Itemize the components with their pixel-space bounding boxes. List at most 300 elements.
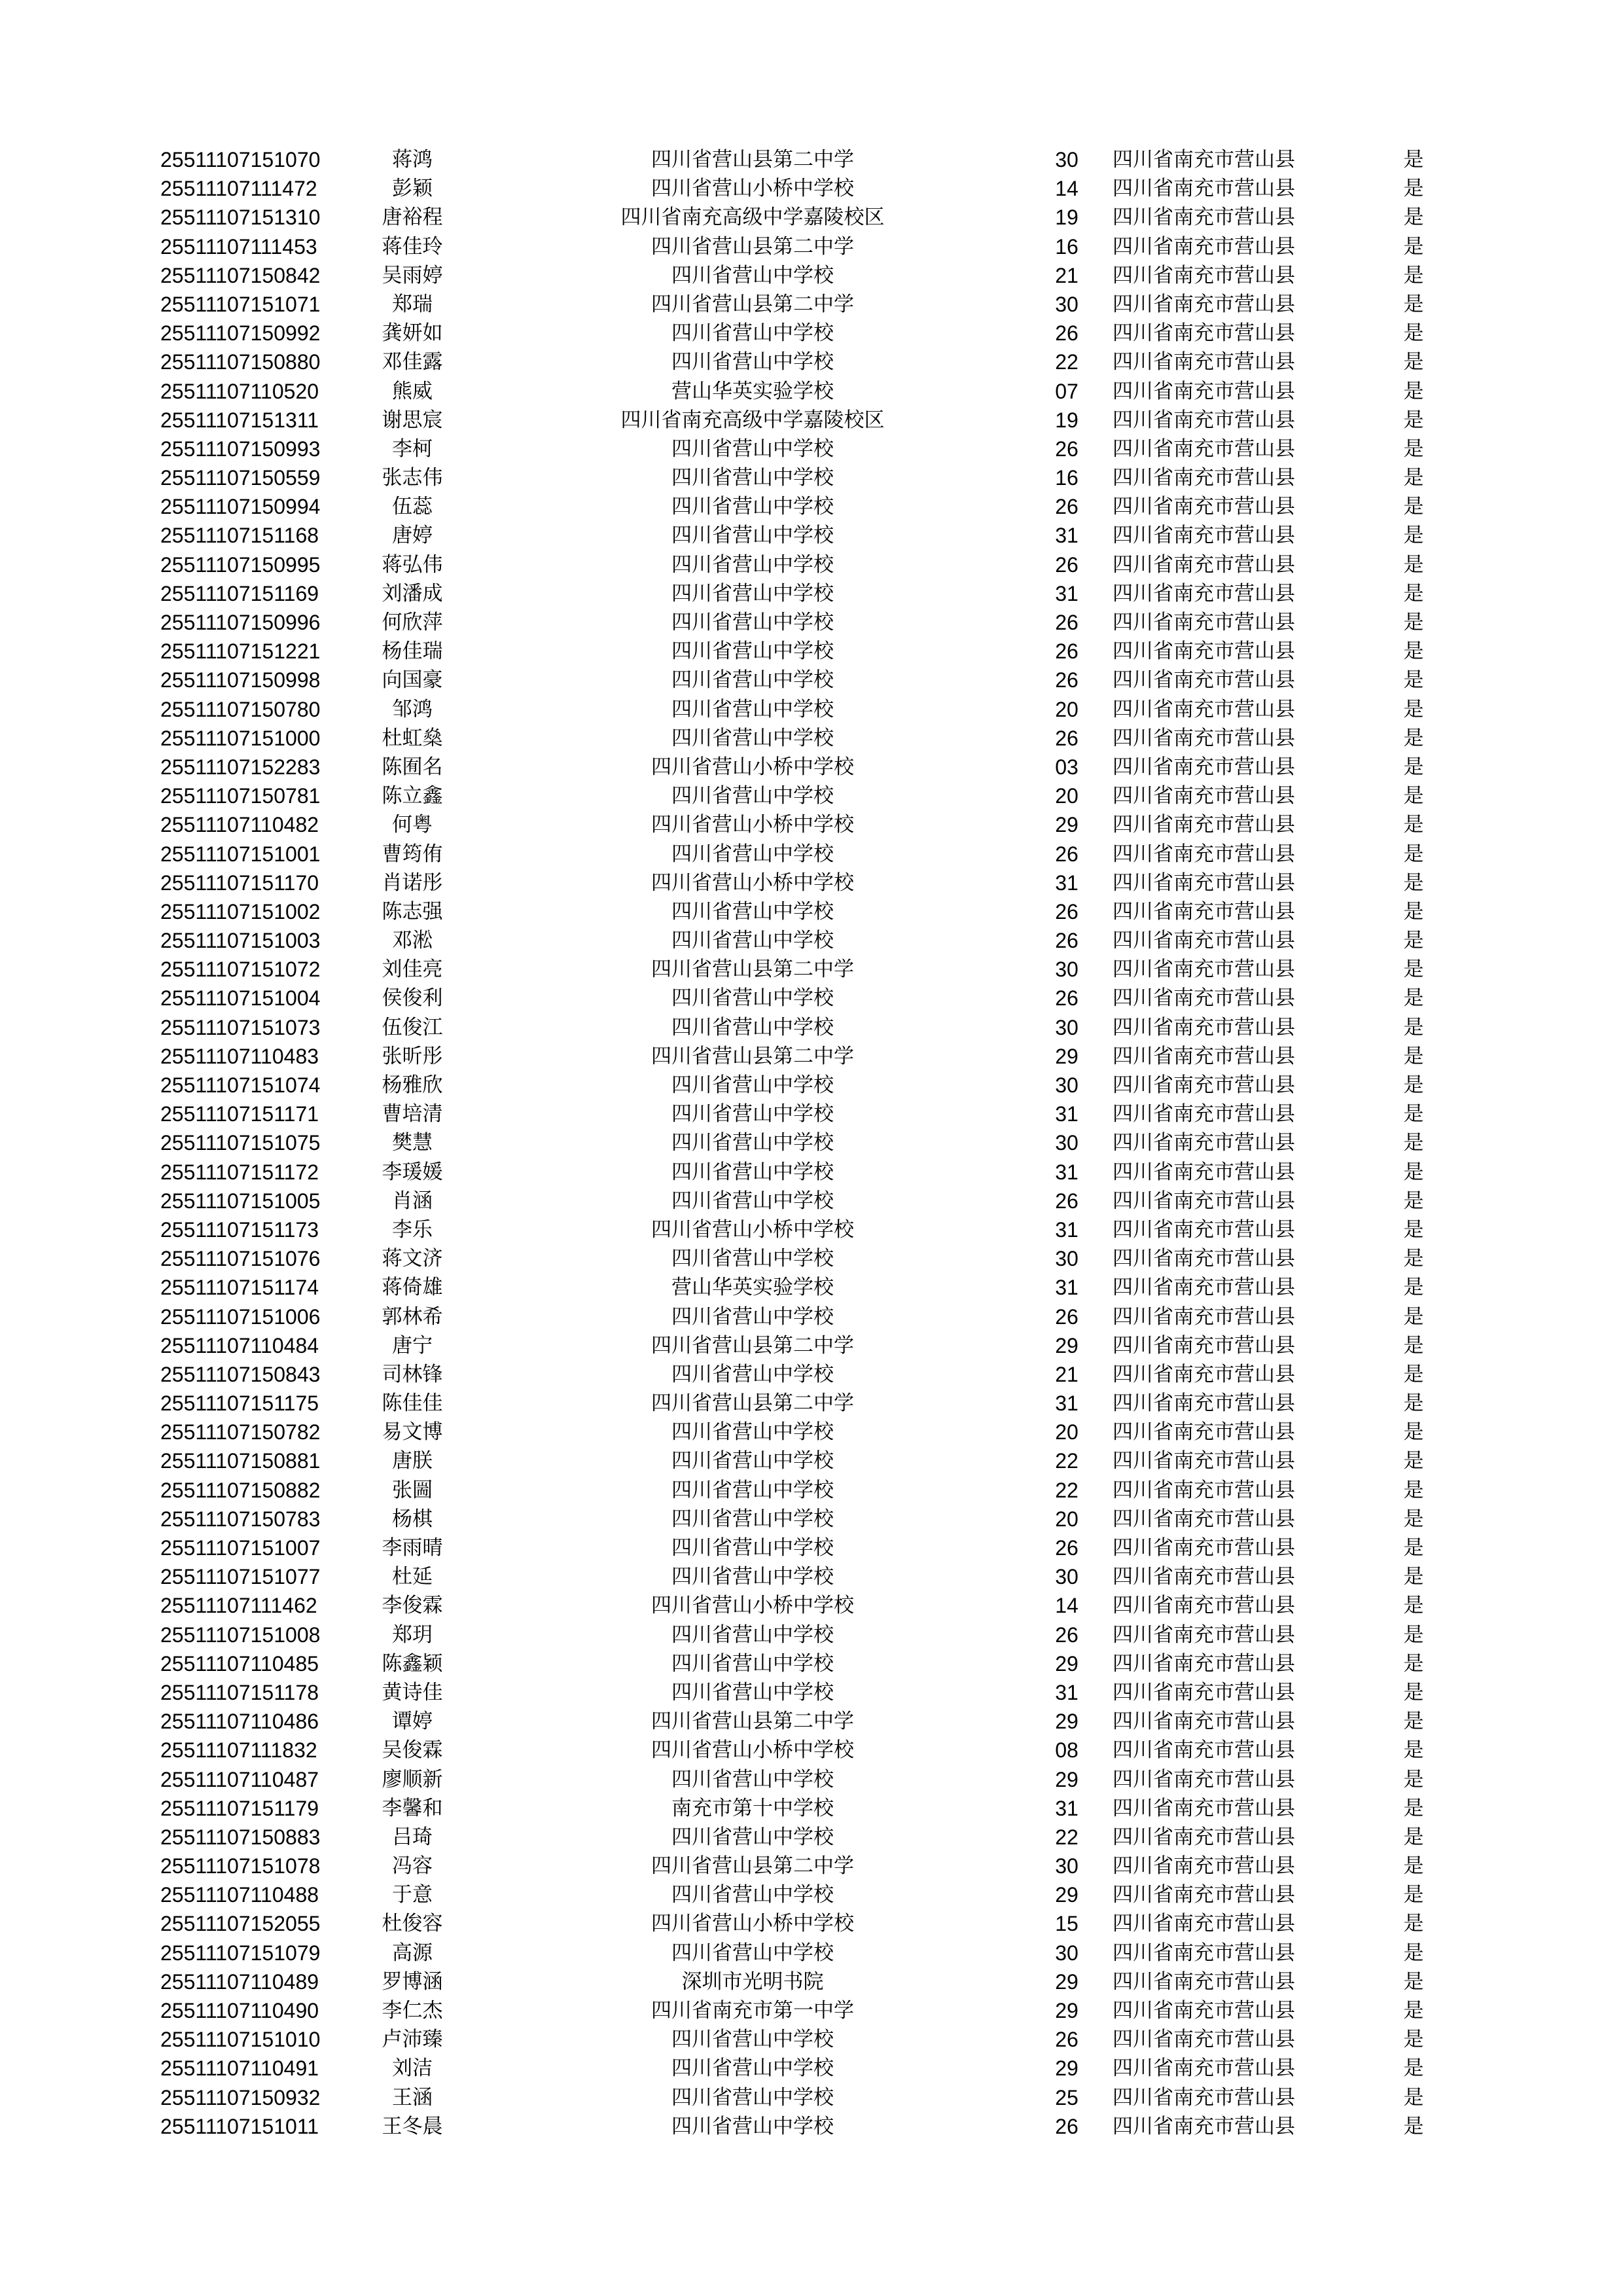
status-flag-cell: 是: [1403, 1912, 1424, 1936]
school-name-cell: 四川省营山中学校: [671, 1073, 834, 1097]
exam-number-cell: 25511107151179: [160, 1796, 319, 1820]
region-cell: 四川省南充市营山县: [1113, 234, 1295, 259]
status-flag-cell: 是: [1403, 1160, 1424, 1184]
status-flag-cell: 是: [1403, 292, 1424, 316]
table-row: [0, 232, 1623, 261]
school-name-cell: 四川省营山中学校: [671, 2028, 834, 2052]
table-row: [0, 1823, 1623, 1852]
table-row: [0, 1360, 1623, 1389]
class-number-cell: 21: [1055, 1362, 1079, 1386]
region-cell: 四川省南充市营山县: [1113, 1969, 1295, 1994]
school-name-cell: 四川省营山中学校: [671, 1247, 834, 1271]
table-row: [0, 1852, 1623, 1880]
table-row: [0, 1707, 1623, 1736]
student-name-cell: 邹鸿: [392, 697, 433, 721]
status-flag-cell: 是: [1403, 321, 1424, 346]
exam-number-cell: 25511107150780: [160, 697, 321, 721]
school-name-cell: 四川省营山中学校: [671, 524, 834, 548]
table-row: [0, 1534, 1623, 1562]
table-row: [0, 1967, 1623, 1996]
region-cell: 四川省南充市营山县: [1113, 611, 1295, 634]
exam-number-cell: 25511107151310: [160, 206, 321, 230]
school-name-cell: 四川省营山中学校: [671, 2056, 834, 2081]
class-number-cell: 30: [1055, 148, 1079, 171]
region-cell: 四川省南充市营山县: [1113, 437, 1295, 461]
exam-number-cell: 25511107150883: [160, 1825, 321, 1849]
exam-number-cell: 25511107151076: [160, 1247, 321, 1271]
exam-number-cell: 25511107151010: [160, 2028, 321, 2052]
class-number-cell: 31: [1055, 1391, 1079, 1416]
region-cell: 四川省南充市营山县: [1113, 350, 1295, 374]
status-flag-cell: 是: [1403, 408, 1424, 432]
table-row: [0, 1418, 1623, 1446]
region-cell: 四川省南充市营山县: [1113, 1015, 1295, 1039]
exam-number-cell: 25511107150881: [160, 1449, 321, 1473]
region-cell: 四川省南充市营山县: [1113, 784, 1295, 808]
school-name-cell: 四川省营山中学校: [671, 1015, 834, 1039]
status-flag-cell: 是: [1403, 350, 1424, 374]
class-number-cell: 26: [1055, 1304, 1079, 1329]
status-flag-cell: 是: [1403, 611, 1424, 634]
region-cell: 四川省南充市营山县: [1113, 1536, 1295, 1560]
region-cell: 四川省南充市营山县: [1113, 2085, 1295, 2109]
student-name-cell: 吴俊霖: [382, 1738, 443, 1763]
school-name-cell: 营山华英实验学校: [671, 379, 834, 403]
table-row: [0, 1939, 1623, 1967]
student-name-cell: 刘潘成: [382, 581, 443, 605]
status-flag-cell: 是: [1403, 1565, 1424, 1589]
status-flag-cell: 是: [1403, 379, 1424, 403]
table-row: [0, 550, 1623, 579]
table-row: [0, 810, 1623, 839]
student-name-cell: 高源: [392, 1941, 433, 1965]
student-name-cell: 王冬晨: [382, 2114, 443, 2138]
school-name-cell: 四川省营山中学校: [671, 581, 834, 605]
student-name-cell: 司林锋: [382, 1362, 443, 1386]
region-cell: 四川省南充市营山县: [1113, 1449, 1295, 1473]
status-flag-cell: 是: [1403, 986, 1424, 1011]
class-number-cell: 31: [1055, 1160, 1079, 1184]
student-name-cell: 肖涵: [392, 1189, 433, 1213]
school-name-cell: 四川省营山小桥中学校: [651, 1738, 854, 1763]
student-name-cell: 蒋鸿: [392, 148, 433, 171]
student-name-cell: 黄诗佳: [382, 1680, 443, 1704]
exam-number-cell: 25511107150882: [160, 1478, 321, 1502]
region-cell: 四川省南充市营山县: [1113, 813, 1295, 837]
status-flag-cell: 是: [1403, 1478, 1424, 1502]
table-row: [0, 319, 1623, 348]
status-flag-cell: 是: [1403, 2114, 1424, 2138]
status-flag-cell: 是: [1403, 1825, 1424, 1849]
exam-number-cell: 25511107110490: [160, 1999, 319, 2022]
table-row: [0, 2083, 1623, 2112]
status-flag-cell: 是: [1403, 1710, 1424, 1734]
school-name-cell: 四川省营山县第二中学: [651, 1391, 854, 1416]
table-row: [0, 1071, 1623, 1100]
exam-number-cell: 25511107151173: [160, 1217, 319, 1242]
school-name-cell: 四川省营山中学校: [671, 668, 834, 692]
region-cell: 四川省南充市营山县: [1113, 177, 1295, 201]
exam-number-cell: 25511107151077: [160, 1565, 321, 1589]
exam-number-cell: 25511107151075: [160, 1131, 321, 1155]
status-flag-cell: 是: [1403, 1102, 1424, 1126]
table-row: [0, 348, 1623, 376]
region-cell: 四川省南充市营山县: [1113, 263, 1295, 287]
table-row: [0, 1273, 1623, 1302]
student-name-cell: 谭婷: [392, 1710, 433, 1734]
student-name-cell: 廖顺新: [382, 1767, 443, 1791]
exam-number-cell: 25511107151003: [160, 929, 321, 953]
student-name-cell: 蒋佳玲: [382, 234, 443, 259]
student-name-cell: 龚妍如: [382, 321, 443, 346]
school-name-cell: 四川省营山中学校: [671, 1478, 834, 1502]
student-name-cell: 邓佳露: [382, 350, 443, 374]
table-row: [0, 1215, 1623, 1244]
student-name-cell: 陈囿名: [382, 755, 443, 779]
region-cell: 四川省南充市营山县: [1113, 1565, 1295, 1589]
status-flag-cell: 是: [1403, 1623, 1424, 1647]
table-row: [0, 1446, 1623, 1475]
table-row: [0, 1302, 1623, 1331]
student-name-cell: 曹培清: [382, 1102, 443, 1126]
status-flag-cell: 是: [1403, 1854, 1424, 1878]
school-name-cell: 四川省营山县第二中学: [651, 1044, 854, 1068]
region-cell: 四川省南充市营山县: [1113, 1883, 1295, 1907]
status-flag-cell: 是: [1403, 726, 1424, 750]
status-flag-cell: 是: [1403, 552, 1424, 577]
class-number-cell: 26: [1055, 639, 1079, 664]
status-flag-cell: 是: [1403, 1449, 1424, 1473]
exam-number-cell: 25511107151005: [160, 1189, 321, 1213]
table-row: [0, 1736, 1623, 1765]
school-name-cell: 四川省营山中学校: [671, 1131, 834, 1155]
student-name-cell: 杜延: [392, 1565, 433, 1589]
school-name-cell: 四川省营山中学校: [671, 1420, 834, 1444]
region-cell: 四川省南充市营山县: [1113, 292, 1295, 316]
table-row: [0, 290, 1623, 319]
student-name-cell: 李馨和: [382, 1796, 443, 1820]
status-flag-cell: 是: [1403, 524, 1424, 548]
region-cell: 四川省南充市营山县: [1113, 1420, 1295, 1444]
exam-number-cell: 25511107110520: [160, 379, 319, 403]
class-number-cell: 22: [1055, 350, 1079, 374]
status-flag-cell: 是: [1403, 466, 1424, 490]
class-number-cell: 15: [1055, 1912, 1079, 1936]
student-name-cell: 吴雨婷: [382, 263, 443, 287]
status-flag-cell: 是: [1403, 929, 1424, 953]
table-row: [0, 2025, 1623, 2054]
status-flag-cell: 是: [1403, 1073, 1424, 1097]
school-name-cell: 四川省南充高级中学嘉陵校区: [620, 408, 885, 432]
status-flag-cell: 是: [1403, 1536, 1424, 1560]
exam-number-cell: 25511107151002: [160, 899, 321, 924]
table-row: [0, 1187, 1623, 1215]
region-cell: 四川省南充市营山县: [1113, 379, 1295, 403]
region-cell: 四川省南充市营山县: [1113, 1247, 1295, 1271]
class-number-cell: 31: [1055, 870, 1079, 895]
exam-number-cell: 25511107151070: [160, 148, 321, 171]
status-flag-cell: 是: [1403, 1999, 1424, 2022]
exam-number-cell: 25511107151172: [160, 1160, 319, 1184]
exam-number-cell: 25511107150932: [160, 2085, 321, 2109]
status-flag-cell: 是: [1403, 2085, 1424, 2109]
table-row: [0, 1013, 1623, 1042]
table-row: [0, 1621, 1623, 1649]
school-name-cell: 四川省营山中学校: [671, 1825, 834, 1849]
class-number-cell: 07: [1055, 379, 1079, 403]
status-flag-cell: 是: [1403, 1131, 1424, 1155]
exam-number-cell: 25511107151006: [160, 1304, 321, 1329]
region-cell: 四川省南充市营山县: [1113, 408, 1295, 432]
student-name-cell: 易文博: [382, 1420, 443, 1444]
table-row: [0, 1244, 1623, 1273]
table-row: [0, 579, 1623, 608]
school-name-cell: 四川省营山中学校: [671, 842, 834, 866]
status-flag-cell: 是: [1403, 148, 1424, 171]
status-flag-cell: 是: [1403, 639, 1424, 664]
region-cell: 四川省南充市营山县: [1113, 1594, 1295, 1618]
class-number-cell: 14: [1055, 1594, 1079, 1618]
status-flag-cell: 是: [1403, 1767, 1424, 1791]
table-row: [0, 724, 1623, 753]
table-row: [0, 1042, 1623, 1071]
region-cell: 四川省南充市营山县: [1113, 1651, 1295, 1676]
table-row: [0, 2054, 1623, 2083]
table-row: [0, 145, 1623, 174]
exam-number-cell: 25511107151169: [160, 581, 319, 605]
school-name-cell: 四川省营山中学校: [671, 1507, 834, 1531]
table-row: [0, 1331, 1623, 1360]
student-name-cell: 刘佳亮: [382, 958, 443, 982]
exam-number-cell: 25511107151168: [160, 524, 319, 548]
exam-number-cell: 25511107110491: [160, 2056, 319, 2081]
region-cell: 四川省南充市营山县: [1113, 321, 1295, 346]
table-row: [0, 1476, 1623, 1505]
table-row: [0, 521, 1623, 550]
school-name-cell: 四川省营山小桥中学校: [651, 813, 854, 837]
class-number-cell: 29: [1055, 1999, 1079, 2022]
class-number-cell: 26: [1055, 986, 1079, 1011]
school-name-cell: 营山华英实验学校: [671, 1276, 834, 1300]
status-flag-cell: 是: [1403, 1420, 1424, 1444]
exam-number-cell: 25511107151008: [160, 1623, 321, 1647]
class-number-cell: 26: [1055, 611, 1079, 634]
status-flag-cell: 是: [1403, 1304, 1424, 1329]
school-name-cell: 四川省营山中学校: [671, 1189, 834, 1213]
status-flag-cell: 是: [1403, 1247, 1424, 1271]
region-cell: 四川省南充市营山县: [1113, 870, 1295, 895]
class-number-cell: 31: [1055, 1102, 1079, 1126]
student-name-cell: 何粤: [392, 813, 433, 837]
student-name-cell: 张昕彤: [382, 1044, 443, 1068]
exam-number-cell: 25511107151073: [160, 1015, 321, 1039]
student-name-cell: 杨棋: [392, 1507, 433, 1531]
student-name-cell: 熊威: [392, 379, 433, 403]
school-name-cell: 四川省营山中学校: [671, 726, 834, 750]
class-number-cell: 29: [1055, 1767, 1079, 1791]
class-number-cell: 31: [1055, 524, 1079, 548]
school-name-cell: 四川省营山小桥中学校: [651, 870, 854, 895]
school-name-cell: 深圳市光明书院: [681, 1969, 824, 1994]
school-name-cell: 四川省营山中学校: [671, 350, 834, 374]
school-name-cell: 四川省营山中学校: [671, 1565, 834, 1589]
region-cell: 四川省南充市营山县: [1113, 1073, 1295, 1097]
table-row: [0, 666, 1623, 694]
exam-number-cell: 25511107111453: [160, 234, 317, 259]
class-number-cell: 22: [1055, 1478, 1079, 1502]
class-number-cell: 26: [1055, 899, 1079, 924]
region-cell: 四川省南充市营山县: [1113, 1131, 1295, 1155]
region-cell: 四川省南充市营山县: [1113, 1796, 1295, 1820]
status-flag-cell: 是: [1403, 263, 1424, 287]
table-row: [0, 1562, 1623, 1591]
exam-number-cell: 25511107150843: [160, 1362, 321, 1386]
student-name-cell: 王涵: [392, 2085, 433, 2109]
student-name-cell: 郑瑞: [392, 292, 433, 316]
table-row: [0, 1100, 1623, 1128]
exam-number-cell: 25511107110482: [160, 813, 319, 837]
student-name-cell: 李柯: [392, 437, 433, 461]
exam-number-cell: 25511107150842: [160, 263, 321, 287]
class-number-cell: 14: [1055, 177, 1079, 201]
school-name-cell: 四川省营山中学校: [671, 611, 834, 634]
table-row: [0, 261, 1623, 290]
status-flag-cell: 是: [1403, 784, 1424, 808]
school-name-cell: 四川省营山中学校: [671, 1536, 834, 1560]
exam-number-cell: 25511107150880: [160, 350, 321, 374]
table-row: [0, 695, 1623, 724]
class-number-cell: 22: [1055, 1825, 1079, 1849]
exam-number-cell: 25511107152055: [160, 1912, 321, 1936]
status-flag-cell: 是: [1403, 1333, 1424, 1357]
school-name-cell: 四川省营山中学校: [671, 929, 834, 953]
school-name-cell: 四川省营山中学校: [671, 1449, 834, 1473]
exam-number-cell: 25511107151079: [160, 1941, 321, 1965]
region-cell: 四川省南充市营山县: [1113, 2028, 1295, 2052]
region-cell: 四川省南充市营山县: [1113, 1999, 1295, 2022]
exam-number-cell: 25511107151007: [160, 1536, 321, 1560]
class-number-cell: 29: [1055, 1044, 1079, 1068]
status-flag-cell: 是: [1403, 1015, 1424, 1039]
table-row: [0, 406, 1623, 435]
school-name-cell: 四川省营山中学校: [671, 495, 834, 519]
student-name-cell: 李雨晴: [382, 1536, 443, 1560]
status-flag-cell: 是: [1403, 1941, 1424, 1965]
school-name-cell: 四川省营山中学校: [671, 1362, 834, 1386]
exam-number-cell: 25511107150996: [160, 611, 321, 634]
region-cell: 四川省南充市营山县: [1113, 206, 1295, 230]
status-flag-cell: 是: [1403, 668, 1424, 692]
school-name-cell: 四川省营山中学校: [671, 899, 834, 924]
student-name-cell: 蒋文济: [382, 1247, 443, 1271]
exam-number-cell: 25511107151175: [160, 1391, 319, 1416]
class-number-cell: 29: [1055, 1969, 1079, 1994]
region-cell: 四川省南充市营山县: [1113, 1391, 1295, 1416]
student-name-cell: 蒋弘伟: [382, 552, 443, 577]
table-row: [0, 1505, 1623, 1534]
student-name-cell: 唐裕程: [382, 206, 443, 230]
class-number-cell: 29: [1055, 2056, 1079, 2081]
region-cell: 四川省南充市营山县: [1113, 1189, 1295, 1213]
class-number-cell: 20: [1055, 1507, 1079, 1531]
region-cell: 四川省南充市营山县: [1113, 1738, 1295, 1763]
table-row: [0, 840, 1623, 869]
table-row: [0, 1649, 1623, 1678]
status-flag-cell: 是: [1403, 437, 1424, 461]
school-name-cell: 四川省营山小桥中学校: [651, 1912, 854, 1936]
status-flag-cell: 是: [1403, 1362, 1424, 1386]
status-flag-cell: 是: [1403, 1969, 1424, 1994]
table-row: [0, 1591, 1623, 1620]
status-flag-cell: 是: [1403, 1738, 1424, 1763]
class-number-cell: 29: [1055, 1883, 1079, 1907]
student-name-cell: 杜俊容: [382, 1912, 443, 1936]
exam-number-cell: 25511107151001: [160, 842, 321, 866]
student-name-cell: 彭颖: [392, 177, 433, 201]
school-name-cell: 四川省营山县第二中学: [651, 1854, 854, 1878]
table-row: [0, 869, 1623, 897]
status-flag-cell: 是: [1403, 2056, 1424, 2081]
school-name-cell: 四川省营山县第二中学: [651, 958, 854, 982]
status-flag-cell: 是: [1403, 1883, 1424, 1907]
table-row: [0, 463, 1623, 492]
school-name-cell: 四川省营山小桥中学校: [651, 1594, 854, 1618]
class-number-cell: 20: [1055, 697, 1079, 721]
class-number-cell: 26: [1055, 1623, 1079, 1647]
class-number-cell: 16: [1055, 234, 1079, 259]
class-number-cell: 26: [1055, 552, 1079, 577]
region-cell: 四川省南充市营山县: [1113, 958, 1295, 982]
school-name-cell: 四川省营山中学校: [671, 437, 834, 461]
region-cell: 四川省南充市营山县: [1113, 1825, 1295, 1849]
school-name-cell: 四川省营山中学校: [671, 1883, 834, 1907]
exam-number-cell: 25511107110487: [160, 1767, 319, 1791]
school-name-cell: 四川省营山县第二中学: [651, 148, 854, 171]
region-cell: 四川省南充市营山县: [1113, 1333, 1295, 1357]
table-row: [0, 1389, 1623, 1418]
exam-number-cell: 25511107111462: [160, 1594, 317, 1618]
student-name-cell: 曹筠侑: [382, 842, 443, 866]
class-number-cell: 26: [1055, 321, 1079, 346]
class-number-cell: 30: [1055, 1565, 1079, 1589]
status-flag-cell: 是: [1403, 1217, 1424, 1242]
student-name-cell: 邓淞: [392, 929, 433, 953]
student-name-cell: 吕琦: [392, 1825, 433, 1849]
class-number-cell: 30: [1055, 1854, 1079, 1878]
region-cell: 四川省南充市营山县: [1113, 148, 1295, 171]
school-name-cell: 四川省营山中学校: [671, 1102, 834, 1126]
student-name-cell: 肖诺彤: [382, 870, 443, 895]
exam-number-cell: 25511107151078: [160, 1854, 321, 1878]
region-cell: 四川省南充市营山县: [1113, 842, 1295, 866]
student-name-cell: 蒋倚雄: [382, 1276, 443, 1300]
exam-number-cell: 25511107151000: [160, 726, 321, 750]
status-flag-cell: 是: [1403, 495, 1424, 519]
status-flag-cell: 是: [1403, 1651, 1424, 1676]
student-name-cell: 樊慧: [392, 1131, 433, 1155]
school-name-cell: 四川省营山中学校: [671, 1651, 834, 1676]
exam-number-cell: 25511107150782: [160, 1420, 321, 1444]
class-number-cell: 16: [1055, 466, 1079, 490]
table-row: [0, 781, 1623, 810]
region-cell: 四川省南充市营山县: [1113, 495, 1295, 519]
student-name-cell: 李俊霖: [382, 1594, 443, 1618]
school-name-cell: 四川省营山中学校: [671, 1160, 834, 1184]
class-number-cell: 26: [1055, 726, 1079, 750]
exam-number-cell: 25511107151072: [160, 958, 321, 982]
region-cell: 四川省南充市营山县: [1113, 2056, 1295, 2081]
exam-number-cell: 25511107111472: [160, 177, 317, 201]
